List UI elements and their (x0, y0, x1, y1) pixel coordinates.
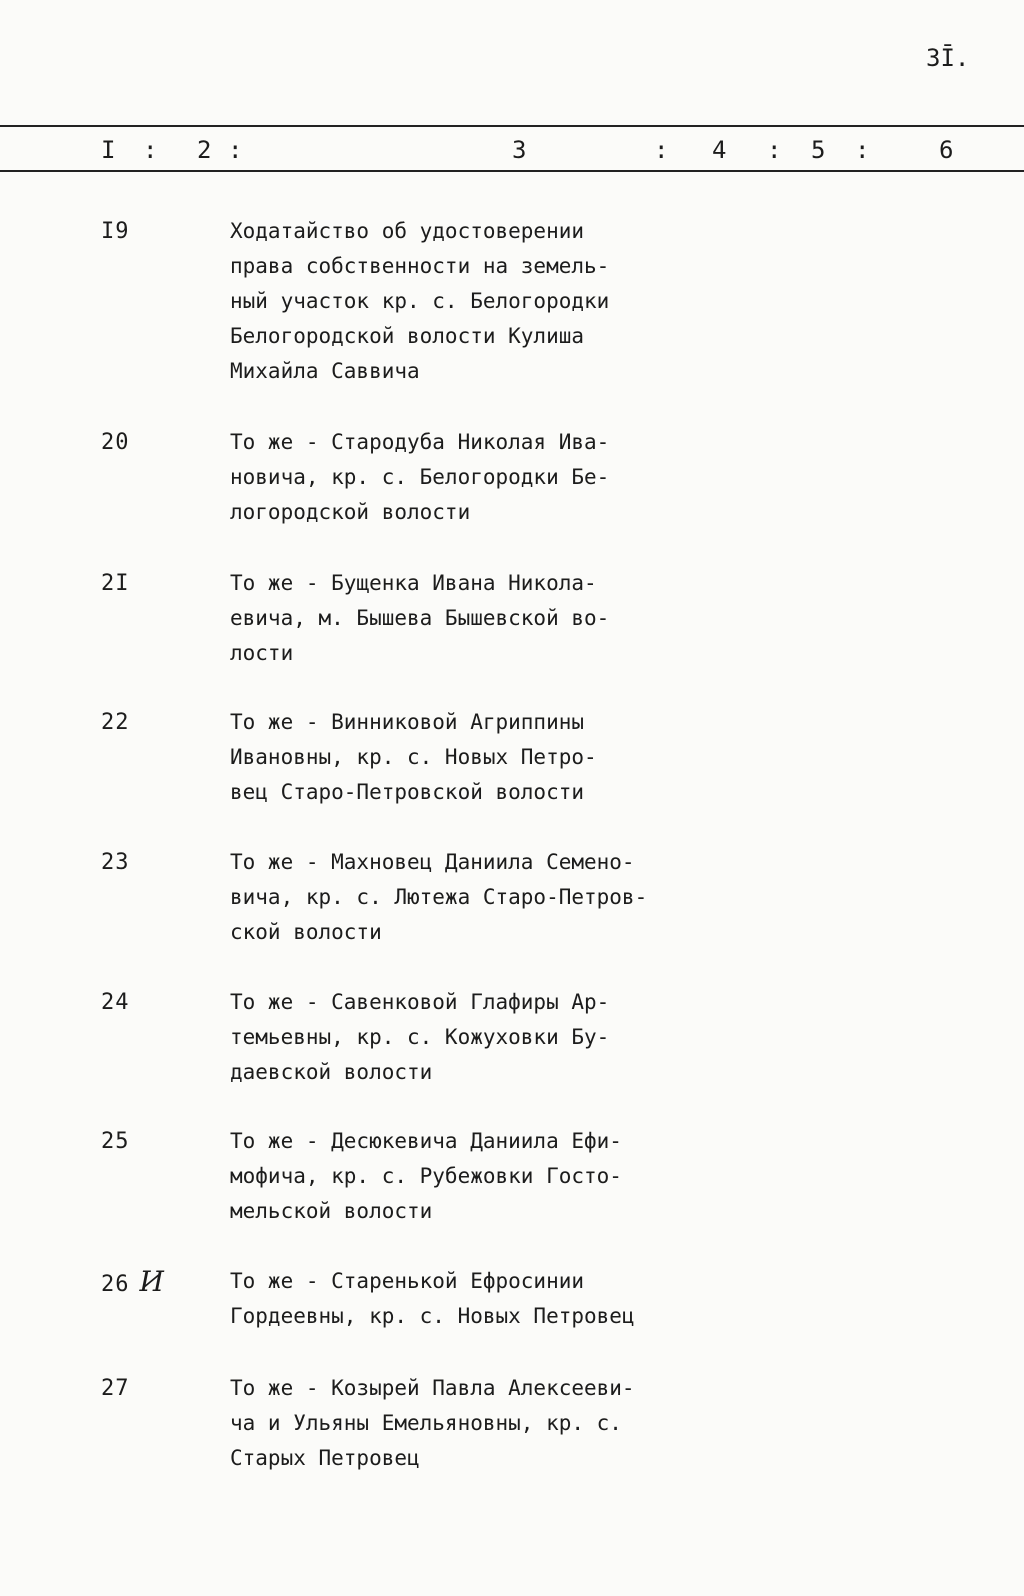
entry-number: 24 (101, 990, 130, 1015)
column-header-5: 5 (811, 136, 826, 164)
entry-description: То же - Махновец Даниила Семено- вича, кр. с. Лютежа Старо-Петров- ской волости (230, 850, 648, 944)
page-number: 3Ī. (926, 44, 970, 72)
column-header-6: 6 (939, 136, 954, 164)
column-separator: : (767, 136, 782, 164)
entry-number: 27 (101, 1376, 130, 1401)
header-rule-top (0, 125, 1024, 127)
entry-number: 22 (101, 710, 130, 735)
entry-number: 20 (101, 430, 130, 455)
entry-number-value: 26 (101, 1272, 130, 1297)
entry-description: То же - Бущенка Ивана Никола- евича, м. Бышева Бышевской во- лости (230, 571, 610, 665)
column-header-4: 4 (712, 136, 727, 164)
entry-description: То же - Старенькой Ефросинии Гордеевны, кр. с. Новых Петровец (230, 1269, 635, 1328)
column-header-3: 3 (512, 136, 527, 164)
entry-description: То же - Козырей Павла Алексееви- ча и Ульяны Емельяновны, кр. с. Старых Петровец (230, 1376, 635, 1470)
entry-number (101, 1264, 165, 1302)
entry-description: То же - Савенковой Глафиры Ар- темьевны, кр. с. Кожуховки Бу- даевской волости (230, 990, 610, 1084)
entry-description: То же - Винниковой Агриппины Ивановны, кр. с. Новых Петро- вец Старо-Петровской волости (230, 710, 597, 804)
handwritten-mark: И (139, 1265, 165, 1298)
header-rule-bottom (0, 170, 1024, 172)
entry-number: I9 (101, 219, 130, 244)
entry-description: То же - Десюкевича Даниила Ефи- мофича, кр. с. Рубежовки Госто- мельской волости (230, 1129, 622, 1223)
column-separator: : (143, 136, 158, 164)
column-separator: : (654, 136, 669, 164)
column-header-1: I (101, 136, 116, 164)
column-header-2: 2 (197, 136, 212, 164)
entry-number: 2I (101, 571, 130, 596)
entry-description: То же - Стародуба Николая Ива- новича, кр. с. Белогородки Бе- логородской волости (230, 430, 610, 524)
column-separator: : (855, 136, 870, 164)
entry-number: 23 (101, 850, 130, 875)
entry-description: Ходатайство об удостоверении права собственности на земель- ный участок кр. с. Белогородки Белогородской волости Кулиша Михайла Саввича (230, 219, 610, 383)
column-separator: : (228, 136, 243, 164)
entry-number: 25 (101, 1129, 130, 1154)
